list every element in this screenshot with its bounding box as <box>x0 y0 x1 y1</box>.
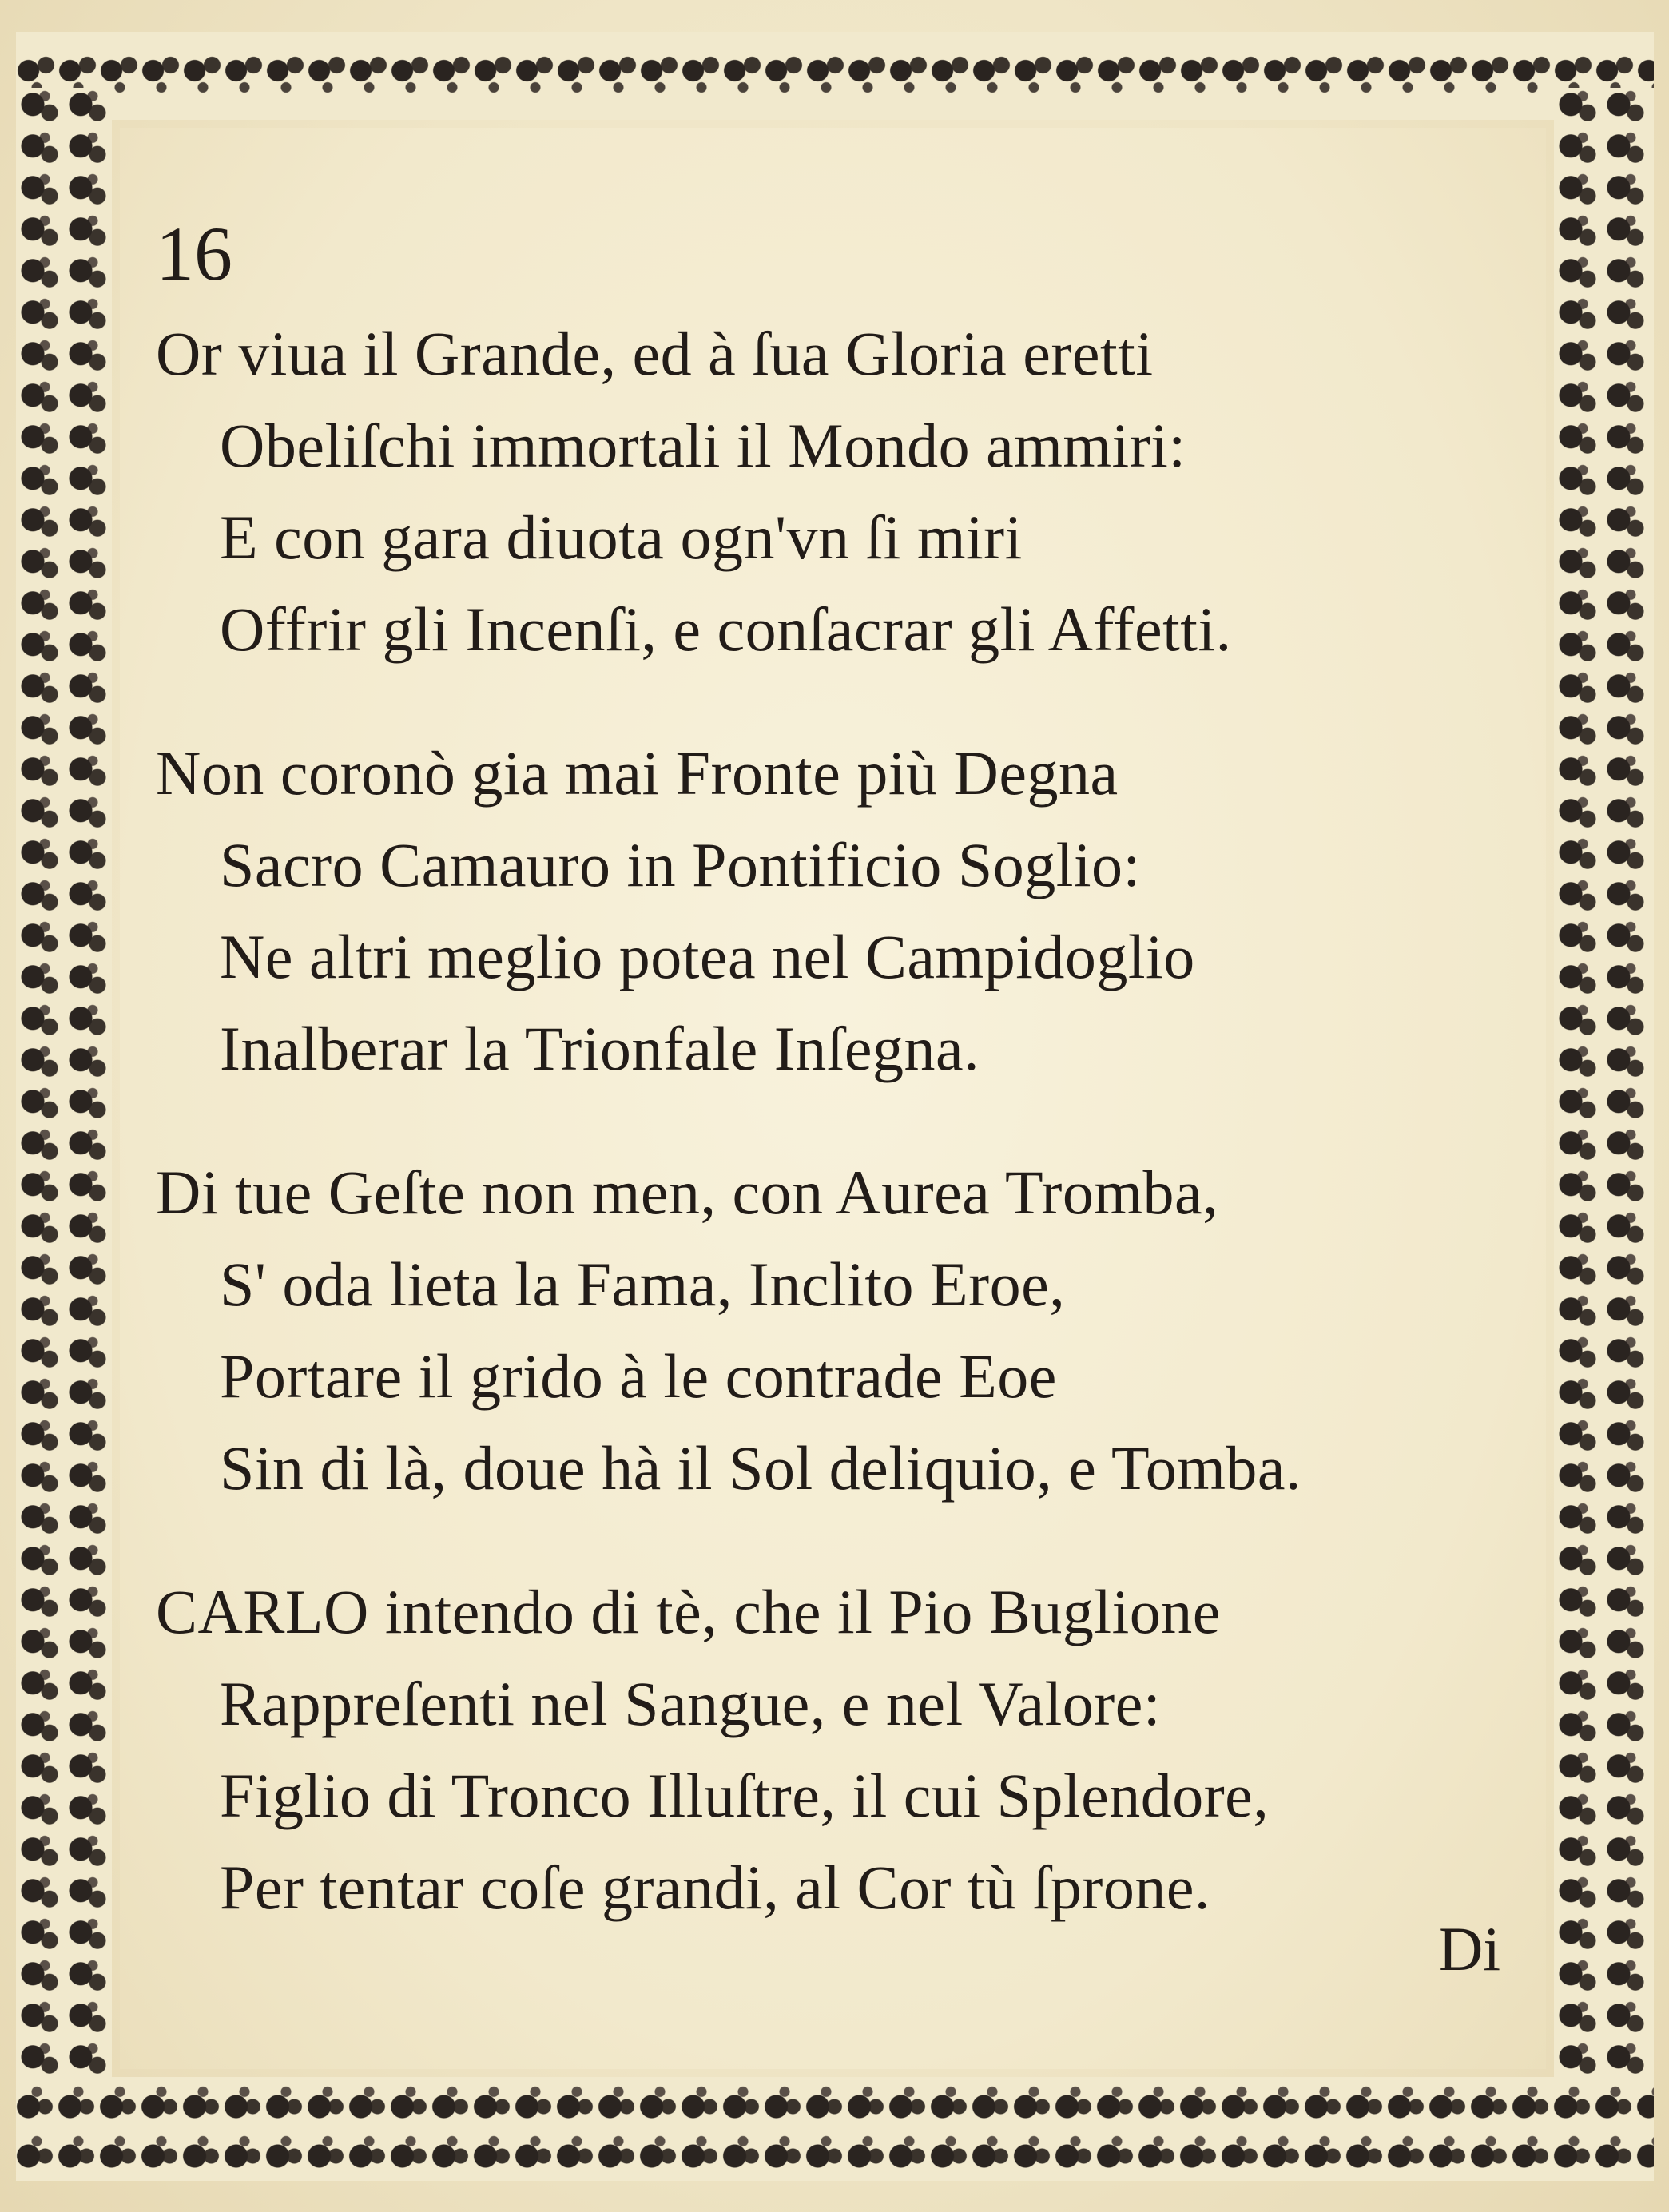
verse-line: Non coronò gia mai Fronte più Degna <box>156 738 1119 808</box>
verse-line: Ne altri meglio potea nel Campidoglio <box>220 922 1195 991</box>
ornamental-border-right <box>1554 88 1654 2085</box>
catchword: Di <box>1438 1914 1500 1984</box>
verse-line: Di tue Geſte non men, con Aurea Tromba, <box>156 1158 1219 1227</box>
ornamental-border-bottom <box>16 2077 1654 2181</box>
verse-line: E con gara diuota ogn'vn ſi miri <box>220 502 1023 572</box>
stanza-2 <box>156 727 1562 1094</box>
verse-line: Portare il grido à le contrade Eoe <box>220 1341 1057 1411</box>
verse-line: Sin di là, doue hà il Sol deliquio, e Tomba. <box>220 1433 1301 1503</box>
verse-line: Rappreſenti nel Sangue, e nel Valore: <box>220 1669 1162 1738</box>
verse-line: Per tentar coſe grandi, al Cor tù ſprone. <box>220 1853 1210 1922</box>
verse-line: Inalberar la Trionfale Inſegna. <box>220 1014 980 1083</box>
verse-line: Or viua il Grande, ed à ſua Gloria eretti <box>156 319 1154 388</box>
page-number: 16 <box>156 211 232 296</box>
ornamental-border-top <box>16 32 1654 120</box>
stanza-4 <box>156 1566 1562 1933</box>
verse-line: Sacro Camauro in Pontificio Soglio: <box>220 830 1141 899</box>
verse-line: S' oda lieta la Fama, Inclito Eroe, <box>220 1249 1066 1319</box>
verse-line: CARLO intendo di tè, che il Pio Buglione <box>156 1577 1221 1646</box>
stanza-3 <box>156 1146 1562 1514</box>
ornamental-border-left <box>16 88 112 2085</box>
verse-line: Offrir gli Incenſi, e conſacrar gli Affetti. <box>220 594 1232 664</box>
verse-line: Figlio di Tronco Illuſtre, il cui Splendore, <box>220 1761 1270 1830</box>
verse-line: Obeliſchi immortali il Mondo ammiri: <box>220 411 1186 480</box>
stanza-1 <box>156 308 1562 675</box>
